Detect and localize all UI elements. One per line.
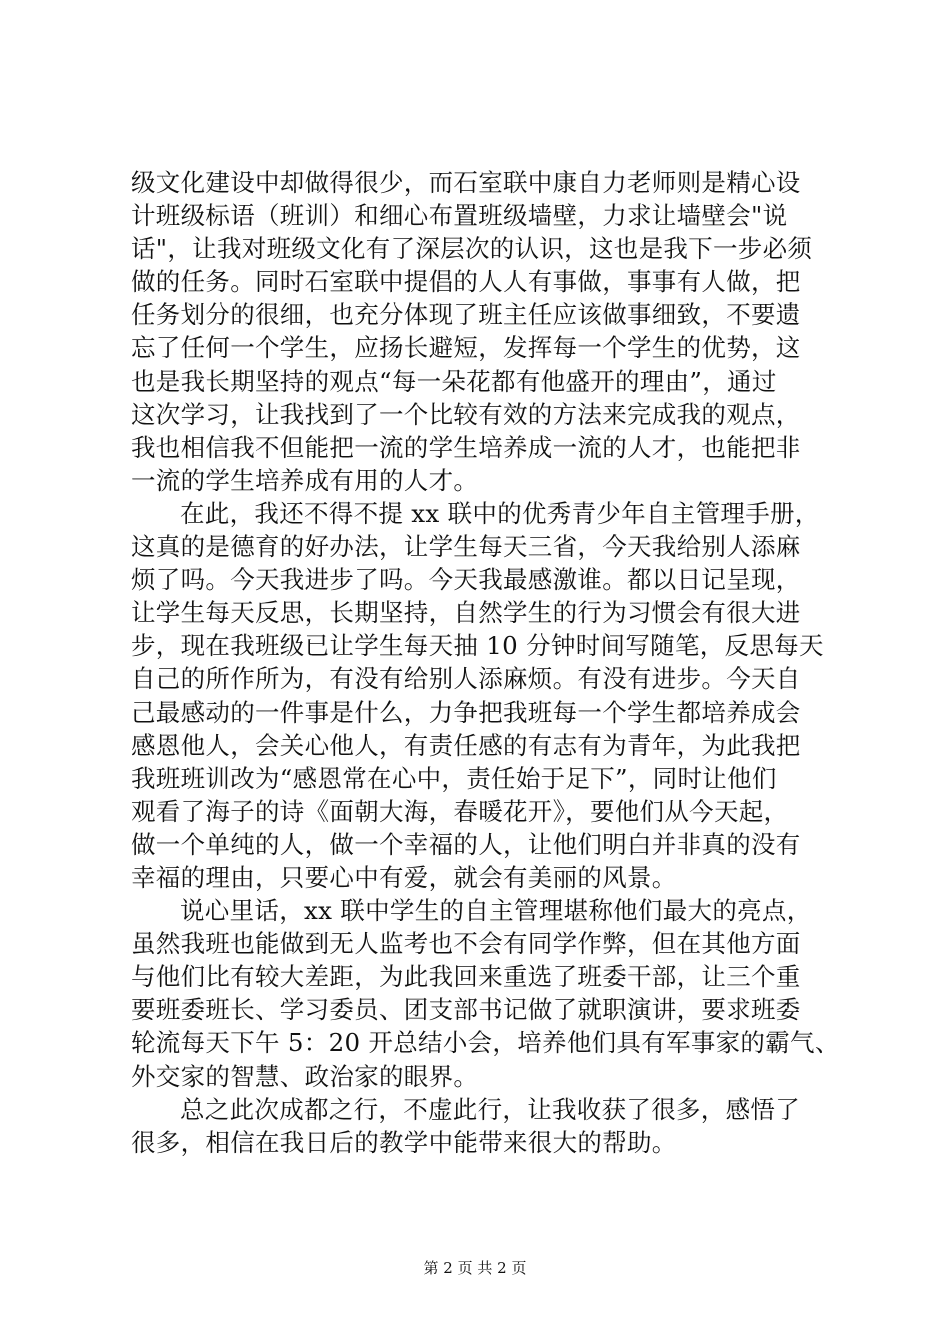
paragraph-1 [131,166,831,497]
text-line: 与他们比有较大差距，为此我回来重选了班委干部，让三个重 [131,962,801,992]
text-line: 外交家的智慧、政治家的眼界。 [131,1061,479,1091]
text-line: 我班班训改为“感恩常在心中，责任始于足下”，同时让他们 [131,763,777,793]
document-body [131,166,840,1159]
text-line: 计班级标语（班训）和细心布置班级墙壁，力求让墙壁会"说 [131,201,788,231]
text-line: 让学生每天反思，长期坚持，自然学生的行为习惯会有很大进 [131,598,801,628]
text-line: 这次学习，让我找到了一个比较有效的方法来完成我的观点， [131,399,801,429]
text-line: 虽然我班也能做到无人监考也不会有同学作弊，但在其他方面 [131,929,801,959]
text-line: 很多，相信在我日后的教学中能带来很大的帮助。 [131,1127,677,1157]
text-line: 步，现在我班级已让学生每天抽 10 分钟时间写随笔，反思每天 [131,631,824,661]
paragraph-2 [131,497,831,894]
text-line: 感恩他人，会关心他人，有责任感的有志有为青年，为此我把 [131,730,801,760]
paragraph-3 [131,894,840,1093]
text-line: 这真的是德育的好办法，让学生每天三省，今天我给别人添麻 [131,532,801,562]
text-line: 也是我长期坚持的观点“每一朵花都有他盛开的理由”，通过 [131,366,777,396]
text-line: 总之此次成都之行，不虚此行，让我收获了很多，感悟了 [180,1094,800,1124]
paragraph-4 [131,1093,831,1159]
text-line: 任务划分的很细，也充分体现了班主任应该做事细致，不要遗 [131,300,801,330]
text-line: 话"，让我对班级文化有了深层次的认识，这也是我下一步必须 [131,234,813,264]
text-line: 做的任务。同时石室联中提倡的人人有事做，事事有人做，把 [131,267,801,297]
text-line: 观看了海子的诗《面朝大海，春暖花开》，要他们从今天起， [131,796,789,826]
text-line: 说心里话，xx 联中学生的自主管理堪称他们最大的亮点， [180,896,812,926]
text-line: 要班委班长、学习委员、团支部书记做了就职演讲，要求班委 [131,995,801,1025]
text-line: 在此，我还不得不提 xx 联中的优秀青少年自主管理手册， [180,498,820,528]
text-line: 一流的学生培养成有用的人才。 [131,465,479,495]
text-line: 忘了任何一个学生，应扬长避短，发挥每一个学生的优势，这 [131,333,801,363]
text-line: 做一个单纯的人，做一个幸福的人，让他们明白并非真的没有 [131,829,801,859]
text-line: 烦了吗。今天我进步了吗。今天我最感激谁。都以日记呈现， [131,565,801,595]
text-line: 己最感动的一件事是什么，力争把我班每一个学生都培养成会 [131,697,801,727]
text-line: 幸福的理由，只要心中有爱，就会有美丽的风景。 [131,862,677,892]
text-line: 轮流每天下午 5：20 开总结小会，培养他们具有军事家的霸气、 [131,1028,840,1058]
page-footer: 第 2 页 共 2 页 [423,1259,527,1277]
text-line: 我也相信我不但能把一流的学生培养成一流的人才，也能把非 [131,432,801,462]
text-line: 级文化建设中却做得很少，而石室联中康自力老师则是精心设 [131,168,801,197]
text-line: 自己的所作所为，有没有给别人添麻烦。有没有进步。今天自 [131,664,801,694]
